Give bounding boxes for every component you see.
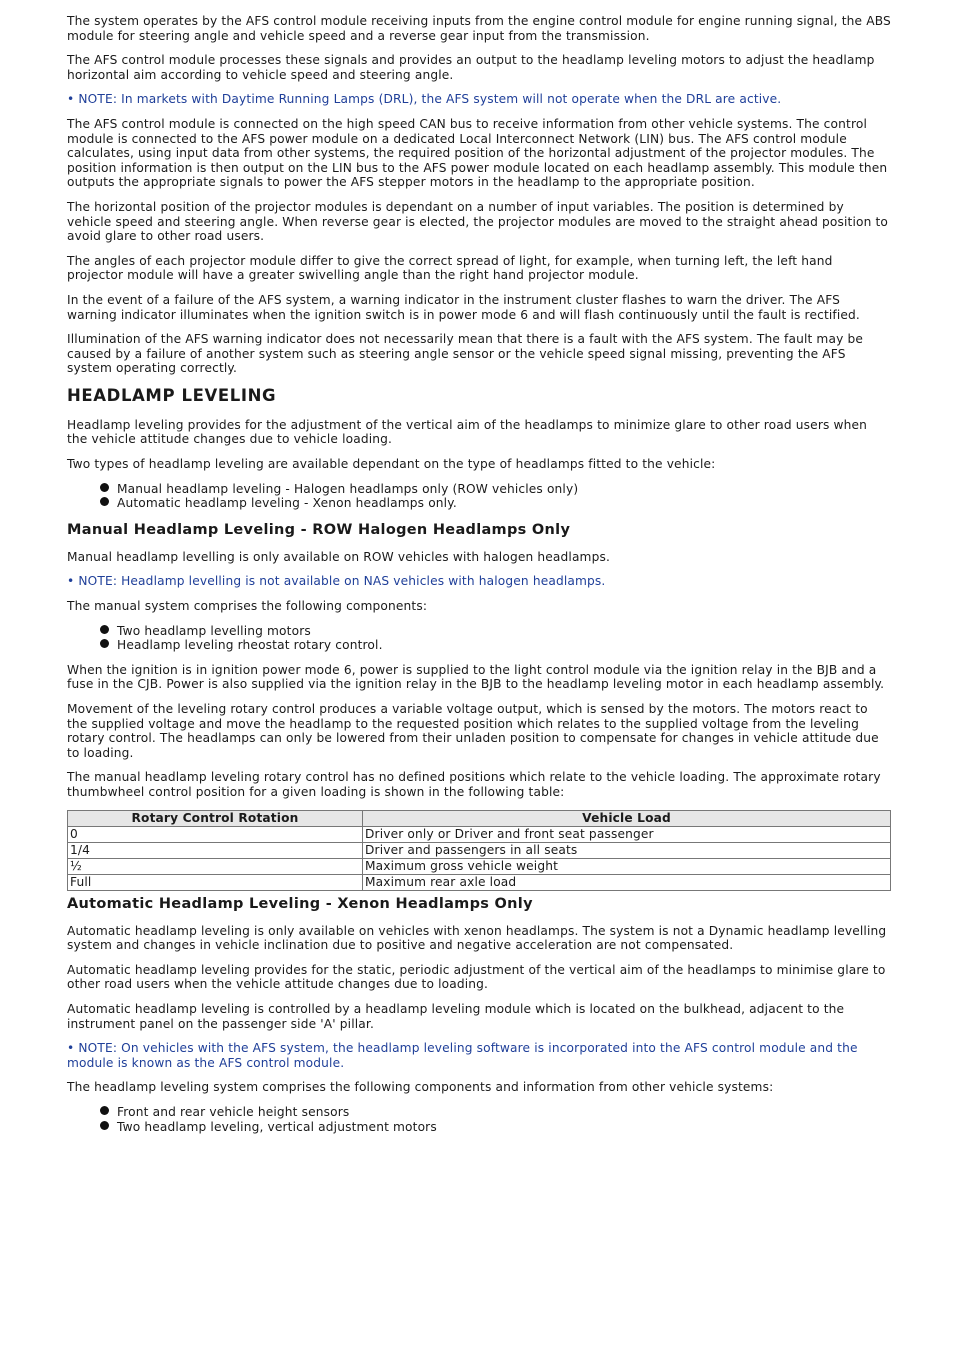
- table-cell: 0: [68, 826, 363, 842]
- manual-intro: Manual headlamp levelling is only available on ROW vehicles with halogen headlamps.: [67, 549, 610, 564]
- afs-paragraph: The AFS control module is connected on the high speed CAN bus to receive information from other vehicle systems. The control module is connected to the AFS power module on a dedicated Local Interconnect Network (LIN) bus. The AFS control module calculates, using input data from other systems, the required position of the horizontal adjustment of the projector modules. The position information is then output on the LIN bus to the AFS power module located on each headlamp assembly. This module then outputs the appropriate signals to power the AFS stepper motors in the headlamp to the appropriate position.: [67, 116, 888, 190]
- table-cell: 1/4: [68, 842, 363, 858]
- list-item: [67, 482, 891, 497]
- automatic-paragraph: Automatic headlamp leveling is controlled by a headlamp leveling module which is located on the bulkhead, adjacent to the instrument panel on the passenger side 'A' pillar.: [67, 1001, 845, 1031]
- manual-components-intro: The manual system comprises the following components:: [67, 599, 428, 614]
- manual-paragraph: When the ignition is in ignition power mode 6, power is supplied to the light control module via the ignition relay in the BJB and a fuse in the CJB. Power is also supplied via the ignition relay in the BJB to the headlamp leveling motor in each headlamp assembly.: [67, 662, 885, 692]
- manual-paragraph: The manual headlamp leveling rotary control has no defined positions which relate to the vehicle loading. The approximate rotary thumbwheel control position for a given loading is shown in the following table:: [67, 770, 881, 799]
- bullet-icon: [100, 1121, 109, 1130]
- table-cell: Maximum rear axle load: [363, 874, 891, 890]
- automatic-components-list: [67, 1105, 891, 1134]
- automatic-paragraph: Automatic headlamp leveling is only available on vehicles with xenon headlamps. The system is not a Dynamic headlamp levelling system and changes in vehicle inclination due to positive and negative acceleration are not compensated.: [67, 923, 887, 953]
- intro-paragraph: The system operates by the AFS control module receiving inputs from the engine control module for engine running signal, the ABS module for steering angle and vehicle speed and a reverse gear input from the transmission.: [67, 14, 891, 43]
- table-cell: Full: [68, 874, 363, 890]
- manual-components-list: [67, 624, 891, 653]
- leveling-types-list: [67, 482, 891, 511]
- afs-paragraph: The angles of each projector module differ to give the correct spread of light, for example, when turning left, the left hand projector module will have a greater swivelling angle than the right hand projector module.: [67, 253, 833, 283]
- bullet-icon: [100, 625, 109, 634]
- afs-paragraph: Illumination of the AFS warning indicator does not necessarily mean that there is a fault with the AFS system. The fault may be caused by a failure of another system such as steering angle sensor or the vehicle speed signal missing, preventing the AFS system operating correctly.: [67, 332, 863, 376]
- bullet-icon: [100, 1106, 109, 1115]
- list-item-text: Two headlamp leveling, vertical adjustment motors: [117, 1119, 437, 1134]
- rotary-control-table: [67, 810, 891, 891]
- table-header-row: [68, 810, 891, 826]
- list-item: [67, 496, 891, 511]
- list-item: [67, 624, 891, 639]
- table-cell: Driver only or Driver and front seat passenger: [363, 826, 891, 842]
- list-item: [67, 1120, 891, 1135]
- intro-paragraph: The AFS control module processes these signals and provides an output to the headlamp leveling motors to adjust the headlamp horizontal aim according to vehicle speed and steering angle.: [67, 53, 875, 82]
- list-item: [67, 638, 891, 653]
- heading-headlamp-leveling: HEADLAMP LEVELING: [67, 385, 277, 405]
- list-item: [67, 1105, 891, 1120]
- leveling-paragraph: Two types of headlamp leveling are available dependant on the type of headlamps fitted to the vehicle:: [67, 457, 716, 472]
- table-row: [68, 874, 891, 890]
- column-header-rotation: Rotary Control Rotation: [68, 810, 363, 826]
- heading-automatic-leveling: Automatic Headlamp Leveling - Xenon Headlamps Only: [67, 895, 533, 912]
- list-item-text: Headlamp leveling rheostat rotary control.: [117, 638, 383, 653]
- table-row: [68, 858, 891, 874]
- list-item-text: Automatic headlamp leveling - Xenon headlamps only.: [117, 496, 457, 511]
- leveling-paragraph: Headlamp leveling provides for the adjustment of the vertical aim of the headlamps to minimize glare to other road users when the vehicle attitude changes due to vehicle loading.: [67, 417, 868, 447]
- heading-manual-leveling: Manual Headlamp Leveling - ROW Halogen Headlamps Only: [67, 521, 571, 538]
- note-nas: • NOTE: Headlamp levelling is not available on NAS vehicles with halogen headlamps.: [67, 574, 606, 589]
- bullet-icon: [100, 497, 109, 506]
- table-cell: Driver and passengers in all seats: [363, 842, 891, 858]
- list-item-text: Two headlamp levelling motors: [117, 623, 311, 638]
- bullet-icon: [100, 639, 109, 648]
- column-header-load: Vehicle Load: [363, 810, 891, 826]
- manual-paragraph: Movement of the leveling rotary control produces a variable voltage output, which is sensed by the motors. The motors react to the supplied voltage and move the headlamp to the requested position which relates to the supplied voltage from the leveling rotary control. The headlamps can only be lowered from their unladen position to compensate for changes in vehicle attitude due to loading.: [67, 702, 879, 760]
- afs-paragraph: In the event of a failure of the AFS system, a warning indicator in the instrument cluster flashes to warn the driver. The AFS warning indicator illuminates when the ignition switch is in power mode 6 and will flash continuously until the fault is rectified.: [67, 292, 860, 322]
- automatic-paragraph: Automatic headlamp leveling provides for the static, periodic adjustment of the vertical aim of the headlamps to minimise glare to other road users when the vehicle attitude changes due to loading.: [67, 962, 886, 992]
- automatic-components-intro: The headlamp leveling system comprises the following components and information from other vehicle systems:: [67, 1080, 774, 1095]
- list-item-text: Front and rear vehicle height sensors: [117, 1104, 350, 1119]
- table-cell: ½: [68, 858, 363, 874]
- document-page: [67, 14, 891, 1144]
- note-drl: • NOTE: In markets with Daytime Running Lamps (DRL), the AFS system will not operate when the DRL are active.: [67, 92, 782, 107]
- table-cell: Maximum gross vehicle weight: [363, 858, 891, 874]
- bullet-icon: [100, 483, 109, 492]
- list-item-text: Manual headlamp leveling - Halogen headlamps only (ROW vehicles only): [117, 481, 579, 496]
- note-afs-module: • NOTE: On vehicles with the AFS system, the headlamp leveling software is incorporated into the AFS control module and the module is known as the AFS control module.: [67, 1041, 858, 1070]
- afs-paragraph: The horizontal position of the projector modules is dependant on a number of input variables. The position is determined by vehicle speed and steering angle. When reverse gear is elected, the projector modules are moved to the straight ahead position to avoid glare to other road users.: [67, 199, 889, 244]
- table-row: [68, 842, 891, 858]
- table-row: [68, 826, 891, 842]
